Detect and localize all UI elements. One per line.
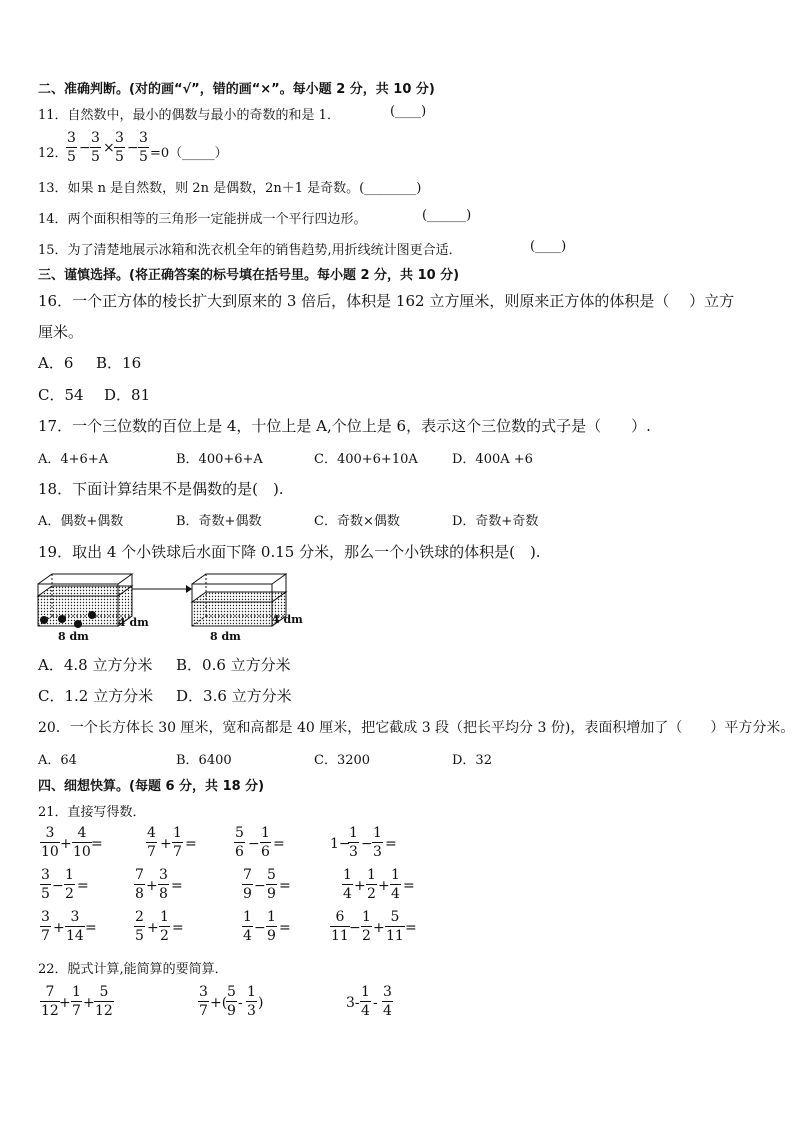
numerator: 1 <box>261 825 270 841</box>
question-16-line2: 厘米。 <box>38 323 84 341</box>
option-a[interactable]: A．偶数+偶数 <box>38 514 124 529</box>
fraction <box>198 985 209 1018</box>
question-16-line1: 16．一个正方体的棱长扩大到原来的 3 倍后，体积是 162 立方厘米，则原来正方体的体积是（ ）立方 <box>38 292 735 310</box>
numerator: 3 <box>67 130 76 146</box>
operator: − <box>127 140 139 156</box>
iron-ball <box>74 620 82 628</box>
numerator: 5 <box>385 910 405 927</box>
denominator: 11 <box>331 928 349 944</box>
arrow-icon <box>132 585 192 593</box>
numerator: 3 <box>40 826 60 843</box>
denominator: 3 <box>247 1003 256 1019</box>
denominator: 3 <box>373 844 382 860</box>
fraction <box>260 826 271 859</box>
denominator: 12 <box>41 1003 59 1019</box>
fraction <box>134 910 145 943</box>
operator: = <box>405 920 417 936</box>
numerator: 5 <box>235 825 244 841</box>
numerator: 1 <box>72 984 81 1000</box>
denominator: 5 <box>41 886 50 902</box>
numerator: 3 <box>115 130 124 146</box>
iron-ball <box>58 615 66 623</box>
option-b[interactable]: B．奇数+偶数 <box>176 514 262 529</box>
operator: + <box>378 878 390 894</box>
numerator: 1 <box>267 909 276 925</box>
denominator: 8 <box>159 886 168 902</box>
numerator: 3 <box>41 909 50 925</box>
option-d[interactable]: D．81 <box>104 386 151 404</box>
numerator: 7 <box>40 985 60 1002</box>
fraction <box>65 910 85 943</box>
option-d[interactable]: D．3.6 立方分米 <box>176 687 292 705</box>
numerator: 1 <box>160 909 169 925</box>
operator: + <box>60 836 72 852</box>
operator: = <box>403 878 415 894</box>
operator: − <box>52 878 64 894</box>
operator: = <box>77 878 89 894</box>
denominator: 4 <box>243 928 252 944</box>
denominator: 9 <box>243 886 252 902</box>
option-a[interactable]: A．64 <box>38 753 77 768</box>
operator: 3- <box>346 995 360 1011</box>
option-a[interactable]: A．4.8 立方分米 <box>38 656 153 674</box>
numerator: 1 <box>343 867 352 883</box>
numerator: 1 <box>65 867 74 883</box>
denominator: 2 <box>362 928 371 944</box>
denominator: 5 <box>67 149 76 165</box>
denominator: 9 <box>267 928 276 944</box>
fraction <box>342 868 353 901</box>
fraction <box>366 868 377 901</box>
numerator: 1 <box>247 984 256 1000</box>
denominator: 12 <box>95 1003 113 1019</box>
operator: = <box>279 878 291 894</box>
question-11-answer-blank[interactable]: (____) <box>390 104 427 119</box>
fraction <box>372 826 383 859</box>
numerator: 1 <box>173 825 182 841</box>
denominator: 5 <box>115 149 124 165</box>
question-12-number: 12． <box>38 146 68 161</box>
question-17: 17．一个三位数的百位上是 4，十位上是 A,个位上是 6，表示这个三位数的式子是（ ）. <box>38 417 651 435</box>
question-19: 19．取出 4 个小铁球后水面下降 0.15 分米，那么一个小铁球的体积是( ). <box>38 543 541 561</box>
tank-length-label: 8 dm <box>210 630 241 643</box>
tank-height-label: 4 dm <box>272 613 303 626</box>
denominator: 4 <box>383 1003 392 1019</box>
section-4-title: 四、细想快算。(每题 6 分，共 18 分) <box>38 779 265 794</box>
denominator: 2 <box>160 928 169 944</box>
option-b[interactable]: B．6400 <box>176 753 232 768</box>
fraction <box>234 826 245 859</box>
fraction <box>134 868 145 901</box>
operator: + <box>146 878 158 894</box>
question-15-answer-blank[interactable]: (____) <box>530 239 567 254</box>
option-c[interactable]: C．54 <box>38 386 84 404</box>
option-d[interactable]: D．奇数+奇数 <box>452 514 539 529</box>
section-3-title: 三、谨慎选择。(将正确答案的标号填在括号里。每小题 2 分，共 10 分) <box>38 268 460 283</box>
denominator: 4 <box>391 886 400 902</box>
fraction <box>66 131 77 164</box>
numerator: 1 <box>367 867 376 883</box>
tank-length-label: 8 dm <box>58 630 89 643</box>
denominator: 7 <box>173 844 182 860</box>
numerator: 1 <box>362 909 371 925</box>
denominator: 7 <box>147 844 156 860</box>
fraction <box>348 826 359 859</box>
operator: = <box>91 836 103 852</box>
fraction <box>71 985 82 1018</box>
question-22: 22．脱式计算,能简算的要简算． <box>38 962 228 977</box>
denominator: 10 <box>41 844 59 860</box>
question-18: 18．下面计算结果不是偶数的是( ). <box>38 480 284 498</box>
numerator: 1 <box>373 825 382 841</box>
fraction <box>40 985 60 1018</box>
option-a[interactable]: A．6 <box>38 354 74 372</box>
denominator: 4 <box>343 886 352 902</box>
fraction <box>360 985 371 1018</box>
fraction <box>382 985 393 1018</box>
operator: − <box>254 878 266 894</box>
fraction <box>266 910 277 943</box>
question-12-answer-blank[interactable]: =0（_____） <box>150 146 228 161</box>
numerator: 3 <box>383 984 392 1000</box>
operator: − <box>79 140 91 156</box>
numerator: 3 <box>159 867 168 883</box>
fraction <box>40 910 51 943</box>
operator: − <box>254 920 266 936</box>
denominator: 5 <box>135 928 144 944</box>
fraction <box>40 868 51 901</box>
numerator: 5 <box>267 867 276 883</box>
denominator: 3 <box>349 844 358 860</box>
fraction <box>246 985 257 1018</box>
fraction <box>242 910 253 943</box>
option-c[interactable]: C．400+6+10A <box>314 452 418 467</box>
option-c[interactable]: C．1.2 立方分米 <box>38 687 154 705</box>
denominator: 2 <box>367 886 376 902</box>
fraction <box>266 868 277 901</box>
numerator: 5 <box>94 985 114 1002</box>
denominator: 10 <box>73 844 91 860</box>
operator: - <box>238 995 243 1011</box>
question-15: 15．为了清楚地展示冰箱和洗衣机全年的销售趋势,用折线统计图更合适． <box>38 243 462 258</box>
fraction <box>90 131 101 164</box>
denominator: 9 <box>267 886 276 902</box>
denominator: 7 <box>199 1003 208 1019</box>
fraction <box>138 131 149 164</box>
numerator: 3 <box>41 867 50 883</box>
denominator: 5 <box>139 149 148 165</box>
denominator: 8 <box>135 886 144 902</box>
numerator: 1 <box>243 909 252 925</box>
numerator: 6 <box>330 910 350 927</box>
numerator: 2 <box>135 909 144 925</box>
denominator: 11 <box>386 928 404 944</box>
option-c[interactable]: C．3200 <box>314 753 371 768</box>
numerator: 7 <box>135 867 144 883</box>
option-c[interactable]: C．奇数×偶数 <box>314 514 400 529</box>
operator: ) <box>258 995 264 1011</box>
fraction <box>159 910 170 943</box>
operator: + <box>83 995 95 1011</box>
denominator: 7 <box>72 1003 81 1019</box>
fraction <box>94 985 114 1018</box>
numerator: 1 <box>349 825 358 841</box>
tank-height-label: 4 dm <box>118 616 149 629</box>
option-b[interactable]: B．0.6 立方分米 <box>176 656 291 674</box>
numerator: 3 <box>199 984 208 1000</box>
fraction <box>114 131 125 164</box>
fraction <box>158 868 169 901</box>
operator: × <box>103 140 115 156</box>
operator: - <box>373 995 378 1011</box>
denominator: 6 <box>261 844 270 860</box>
question-11 <box>38 104 340 123</box>
numerator: 3 <box>91 130 100 146</box>
operator: + <box>354 878 366 894</box>
denominator: 5 <box>91 149 100 165</box>
numerator: 4 <box>147 825 156 841</box>
iron-ball <box>40 616 48 624</box>
question-13: 13．如果 n 是自然数，则 2n 是偶数，2n＋1 是奇数。(________) <box>38 181 422 196</box>
operator: + <box>373 920 385 936</box>
fraction <box>242 868 253 901</box>
question-11-text: 11．自然数中，最小的偶数与最小的奇数的和是 1． <box>38 108 340 123</box>
numerator: 7 <box>243 867 252 883</box>
operator: = <box>279 920 291 936</box>
operator: + <box>59 995 71 1011</box>
denominator: 6 <box>235 844 244 860</box>
operator: +( <box>210 995 228 1011</box>
fraction <box>64 868 75 901</box>
fraction <box>172 826 183 859</box>
numerator: 1 <box>391 867 400 883</box>
operator: + <box>53 920 65 936</box>
operator: = <box>273 836 285 852</box>
question-14: 14．两个面积相等的三角形一定能拼成一个平行四边形。 <box>38 212 367 227</box>
option-b[interactable]: B．400+6+A <box>176 452 263 467</box>
operator: − <box>361 836 373 852</box>
operator: + <box>147 920 159 936</box>
operator: − <box>248 836 260 852</box>
option-b[interactable]: B．16 <box>96 354 142 372</box>
numerator: 3 <box>65 910 85 927</box>
operator: = <box>185 836 197 852</box>
numerator: 1 <box>361 984 370 1000</box>
option-d[interactable]: D．400A +6 <box>452 452 533 467</box>
question-20: 20．一个长方体长 30 厘米，宽和高都是 40 厘米，把它截成 3 段（把长平均分 3 份)，表面积增加了（ ）平方分米。 <box>38 720 794 736</box>
operator: − <box>349 920 361 936</box>
fraction <box>226 985 237 1018</box>
denominator: 7 <box>41 928 50 944</box>
fraction <box>330 910 350 943</box>
operator: = <box>171 878 183 894</box>
numerator: 5 <box>227 984 236 1000</box>
operator: = <box>85 920 97 936</box>
operator: + <box>160 836 172 852</box>
denominator: 4 <box>361 1003 370 1019</box>
fraction <box>72 826 92 859</box>
operator: = <box>385 836 397 852</box>
iron-ball <box>88 611 96 619</box>
numerator: 3 <box>139 130 148 146</box>
fraction <box>361 910 372 943</box>
operator: 1− <box>330 836 351 852</box>
question-14-answer-blank[interactable]: (______) <box>422 208 472 223</box>
question-21: 21．直接写得数． <box>38 805 146 820</box>
section-2-title: 二、准确判断。(对的画“√”，错的画“×”。每小题 2 分，共 10 分) <box>38 82 435 97</box>
denominator: 9 <box>227 1003 236 1019</box>
fraction <box>146 826 157 859</box>
option-d[interactable]: D．32 <box>452 753 492 768</box>
numerator: 4 <box>72 826 92 843</box>
denominator: 2 <box>65 886 74 902</box>
fraction <box>390 868 401 901</box>
fraction <box>385 910 405 943</box>
fraction <box>40 826 60 859</box>
option-a[interactable]: A．4+6+A <box>38 452 109 467</box>
operator: = <box>172 920 184 936</box>
denominator: 14 <box>66 928 84 944</box>
